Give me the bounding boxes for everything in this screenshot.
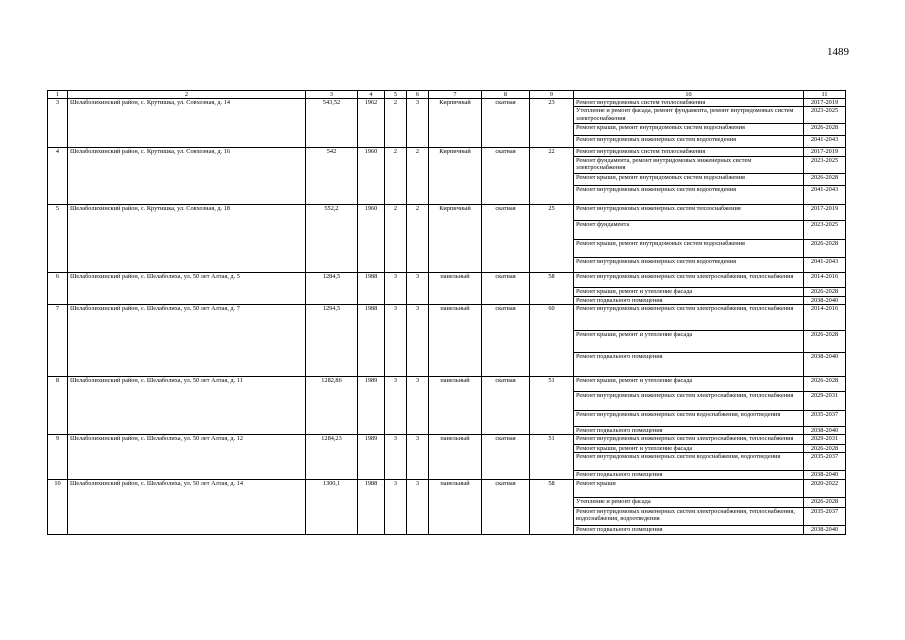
cell-work-period: 2035-2037 bbox=[804, 453, 846, 471]
cell-work-name: Ремонт внутридомовых инженерных систем электроснабжения, теплоснабжения bbox=[574, 272, 804, 287]
cell-work-period: 2014-2016 bbox=[804, 272, 846, 287]
cell-work-period: 2014-2016 bbox=[804, 304, 846, 330]
cell-work-name: Ремонт внутридомовых инженерных систем водоснабжения, водоотведения bbox=[574, 453, 804, 471]
cell-year: 1960 bbox=[358, 148, 385, 204]
cell-work-period: 2035-2037 bbox=[804, 507, 846, 525]
cell-work-name: Ремонт подвального помещения bbox=[574, 352, 804, 376]
cell-work-name: Ремонт внутридомовых инженерных систем водоотведения bbox=[574, 136, 804, 148]
cell-roof: скатная bbox=[482, 376, 530, 434]
cell-num: 8 bbox=[48, 376, 68, 434]
column-header: 10 bbox=[574, 91, 804, 99]
cell-work-period: 2026-2028 bbox=[804, 330, 846, 352]
column-header: 5 bbox=[385, 91, 407, 99]
cell-work-period: 2041-2043 bbox=[804, 257, 846, 272]
cell-entrances: 2 bbox=[407, 148, 429, 204]
cell-year: 1988 bbox=[358, 272, 385, 304]
cell-work-name: Ремонт крыши, ремонт и утепление фасада bbox=[574, 445, 804, 453]
cell-work-period: 2017-2019 bbox=[804, 204, 846, 220]
cell-apartments: 51 bbox=[530, 435, 574, 479]
cell-entrances: 2 bbox=[407, 204, 429, 272]
cell-floors: 3 bbox=[385, 479, 407, 534]
table-row bbox=[48, 204, 846, 220]
cell-wall: панельный bbox=[429, 272, 482, 304]
cell-work-name: Ремонт внутридомовых инженерных систем электроснабжения, теплоснабжения, водоснабжения, водоотведения bbox=[574, 507, 804, 525]
cell-work-name: Ремонт фундамента bbox=[574, 220, 804, 239]
table-row bbox=[48, 376, 846, 391]
cell-wall: панельный bbox=[429, 435, 482, 479]
cell-work-period: 2026-2028 bbox=[804, 287, 846, 296]
cell-year: 1988 bbox=[358, 479, 385, 534]
cell-year: 1962 bbox=[358, 99, 385, 148]
table-row bbox=[48, 435, 846, 445]
cell-year: 1988 bbox=[358, 304, 385, 376]
cell-roof: скатная bbox=[482, 99, 530, 148]
cell-work-period: 2026-2028 bbox=[804, 173, 846, 185]
cell-roof: скатная bbox=[482, 204, 530, 272]
column-header: 9 bbox=[530, 91, 574, 99]
cell-apartments: 51 bbox=[530, 376, 574, 434]
cell-work-period: 2038-2040 bbox=[804, 471, 846, 479]
cell-floors: 3 bbox=[385, 272, 407, 304]
cell-roof: скатная bbox=[482, 304, 530, 376]
column-header: 8 bbox=[482, 91, 530, 99]
cell-work-period: 2020-2022 bbox=[804, 479, 846, 497]
cell-work-name: Ремонт подвального помещения bbox=[574, 426, 804, 434]
cell-work-period: 2017-2019 bbox=[804, 148, 846, 156]
cell-num: 9 bbox=[48, 435, 68, 479]
cell-year: 1960 bbox=[358, 204, 385, 272]
cell-work-name: Ремонт крыши, ремонт внутридомовых систем водоснабжения bbox=[574, 173, 804, 185]
cell-entrances: 3 bbox=[407, 376, 429, 434]
cell-floors: 3 bbox=[385, 376, 407, 434]
cell-apartments: 22 bbox=[530, 148, 574, 204]
cell-work-name: Ремонт внутридомовых инженерных систем электроснабжения, теплоснабжения bbox=[574, 304, 804, 330]
cell-work-name: Ремонт крыши, ремонт внутридомовых систем водоснабжения bbox=[574, 239, 804, 257]
cell-floors: 2 bbox=[385, 99, 407, 148]
cell-roof: скатная bbox=[482, 272, 530, 304]
table-row bbox=[48, 479, 846, 497]
cell-work-name: Ремонт подвального помещения bbox=[574, 471, 804, 479]
cell-work-period: 2029-2031 bbox=[804, 435, 846, 445]
cell-address: Шелаболихинский район, с. Шелаболиха, ул. 50 лет Алтая, д. 11 bbox=[68, 376, 306, 434]
column-header: 3 bbox=[306, 91, 358, 99]
cell-wall: панельный bbox=[429, 376, 482, 434]
cell-work-name: Ремонт крыши, ремонт и утепление фасада bbox=[574, 287, 804, 296]
cell-address: Шелаболихинский район, с. Крутишка, ул. Совхозная, д. 14 bbox=[68, 99, 306, 148]
cell-year: 1989 bbox=[358, 435, 385, 479]
cell-floors: 2 bbox=[385, 148, 407, 204]
cell-work-period: 2038-2040 bbox=[804, 426, 846, 434]
cell-floors: 3 bbox=[385, 304, 407, 376]
cell-work-period: 2023-2025 bbox=[804, 156, 846, 173]
cell-area: 1284,23 bbox=[306, 435, 358, 479]
cell-area: 1282,86 bbox=[306, 376, 358, 434]
cell-work-name: Утепление и ремонт фасада bbox=[574, 497, 804, 507]
cell-area: 552,2 bbox=[306, 204, 358, 272]
cell-work-period: 2026-2028 bbox=[804, 124, 846, 136]
page-number: 1489 bbox=[827, 46, 849, 58]
cell-work-period: 2035-2037 bbox=[804, 410, 846, 426]
cell-work-period: 2023-2025 bbox=[804, 220, 846, 239]
cell-work-name: Ремонт внутридомовых инженерных систем теплоснабжения bbox=[574, 204, 804, 220]
cell-year: 1989 bbox=[358, 376, 385, 434]
cell-wall: панельный bbox=[429, 304, 482, 376]
cell-work-name: Ремонт внутридомовых инженерных систем электроснабжения, теплоснабжения bbox=[574, 391, 804, 410]
column-header: 11 bbox=[804, 91, 846, 99]
cell-work-name: Утепление и ремонт фасада, ремонт фундамента, ремонт внутридомовых систем электроснабжения bbox=[574, 107, 804, 124]
cell-wall: Кирпичный bbox=[429, 148, 482, 204]
cell-num: 6 bbox=[48, 272, 68, 304]
cell-address: Шелаболихинский район, с. Крутишка, ул. Совхозная, д. 16 bbox=[68, 148, 306, 204]
cell-area: 1300,1 bbox=[306, 479, 358, 534]
cell-num: 4 bbox=[48, 148, 68, 204]
cell-num: 3 bbox=[48, 99, 68, 148]
cell-area: 1294,5 bbox=[306, 304, 358, 376]
cell-num: 7 bbox=[48, 304, 68, 376]
table-row bbox=[48, 99, 846, 107]
cell-wall: Кирпичный bbox=[429, 204, 482, 272]
cell-work-name: Ремонт внутридомовых систем теплоснабжения bbox=[574, 99, 804, 107]
cell-roof: скатная bbox=[482, 435, 530, 479]
cell-area: 543,52 bbox=[306, 99, 358, 148]
cell-work-period: 2026-2028 bbox=[804, 497, 846, 507]
cell-roof: скатная bbox=[482, 148, 530, 204]
cell-work-name: Ремонт крыши, ремонт внутридомовых систем водоснабжения bbox=[574, 124, 804, 136]
cell-wall: Кирпичный bbox=[429, 99, 482, 148]
cell-work-name: Ремонт внутридомовых инженерных систем водоотведения bbox=[574, 185, 804, 204]
cell-entrances: 3 bbox=[407, 272, 429, 304]
cell-work-name: Ремонт подвального помещения bbox=[574, 525, 804, 534]
column-header: 7 bbox=[429, 91, 482, 99]
column-header: 4 bbox=[358, 91, 385, 99]
cell-work-period: 2038-2040 bbox=[804, 352, 846, 376]
cell-floors: 3 bbox=[385, 435, 407, 479]
cell-work-name: Ремонт крыши bbox=[574, 479, 804, 497]
cell-apartments: 23 bbox=[530, 99, 574, 148]
cell-work-name: Ремонт внутридомовых инженерных систем водоотведения bbox=[574, 257, 804, 272]
cell-work-period: 2041-2043 bbox=[804, 136, 846, 148]
table-row bbox=[48, 148, 846, 156]
cell-address: Шелаболихинский район, с. Шелаболиха, ул. 50 лет Алтая, д. 5 bbox=[68, 272, 306, 304]
cell-area: 542 bbox=[306, 148, 358, 204]
cell-work-name: Ремонт подвального помещения bbox=[574, 296, 804, 304]
column-header: 6 bbox=[407, 91, 429, 99]
table-row bbox=[48, 304, 846, 330]
cell-work-period: 2029-2031 bbox=[804, 391, 846, 410]
cell-work-period: 2023-2025 bbox=[804, 107, 846, 124]
cell-area: 1284,5 bbox=[306, 272, 358, 304]
cell-work-name: Ремонт внутридомовых систем теплоснабжения bbox=[574, 148, 804, 156]
cell-roof: скатная bbox=[482, 479, 530, 534]
cell-entrances: 3 bbox=[407, 479, 429, 534]
cell-address: Шелаболихинский район, с. Шелаболиха, ул. 50 лет Алтая, д. 12 bbox=[68, 435, 306, 479]
cell-address: Шелаболихинский район, с. Шелаболиха, ул. 50 лет Алтая, д. 14 bbox=[68, 479, 306, 534]
cell-address: Шелаболихинский район, с. Шелаболиха, ул. 50 лет Алтая, д. 7 bbox=[68, 304, 306, 376]
column-number-row bbox=[48, 91, 846, 99]
cell-entrances: 3 bbox=[407, 99, 429, 148]
cell-work-name: Ремонт крыши, ремонт и утепление фасада bbox=[574, 330, 804, 352]
cell-entrances: 3 bbox=[407, 304, 429, 376]
column-header: 1 bbox=[48, 91, 68, 99]
cell-num: 10 bbox=[48, 479, 68, 534]
cell-wall: панельный bbox=[429, 479, 482, 534]
table-row bbox=[48, 272, 846, 287]
cell-address: Шелаболихинский район, с. Крутишка, ул. Совхозная, д. 18 bbox=[68, 204, 306, 272]
cell-work-period: 2026-2028 bbox=[804, 239, 846, 257]
cell-work-period: 2038-2040 bbox=[804, 525, 846, 534]
cell-work-name: Ремонт внутридомовых инженерных систем электроснабжения, теплоснабжения bbox=[574, 435, 804, 445]
cell-work-period: 2041-2043 bbox=[804, 185, 846, 204]
cell-entrances: 3 bbox=[407, 435, 429, 479]
cell-work-name: Ремонт фундамента, ремонт внутридомовых инженерных систем электроснабжения bbox=[574, 156, 804, 173]
cell-work-period: 2026-2028 bbox=[804, 445, 846, 453]
cell-num: 5 bbox=[48, 204, 68, 272]
cell-work-name: Ремонт крыши, ремонт и утепление фасада bbox=[574, 376, 804, 391]
cell-apartments: 60 bbox=[530, 304, 574, 376]
cell-work-period: 2017-2019 bbox=[804, 99, 846, 107]
repair-schedule-table bbox=[47, 90, 846, 535]
cell-work-period: 2038-2040 bbox=[804, 296, 846, 304]
cell-apartments: 25 bbox=[530, 204, 574, 272]
cell-apartments: 58 bbox=[530, 479, 574, 534]
cell-floors: 2 bbox=[385, 204, 407, 272]
cell-work-period: 2026-2028 bbox=[804, 376, 846, 391]
cell-work-name: Ремонт внутридомовых инженерных систем водоснабжения, водоотведения bbox=[574, 410, 804, 426]
column-header: 2 bbox=[68, 91, 306, 99]
cell-apartments: 58 bbox=[530, 272, 574, 304]
